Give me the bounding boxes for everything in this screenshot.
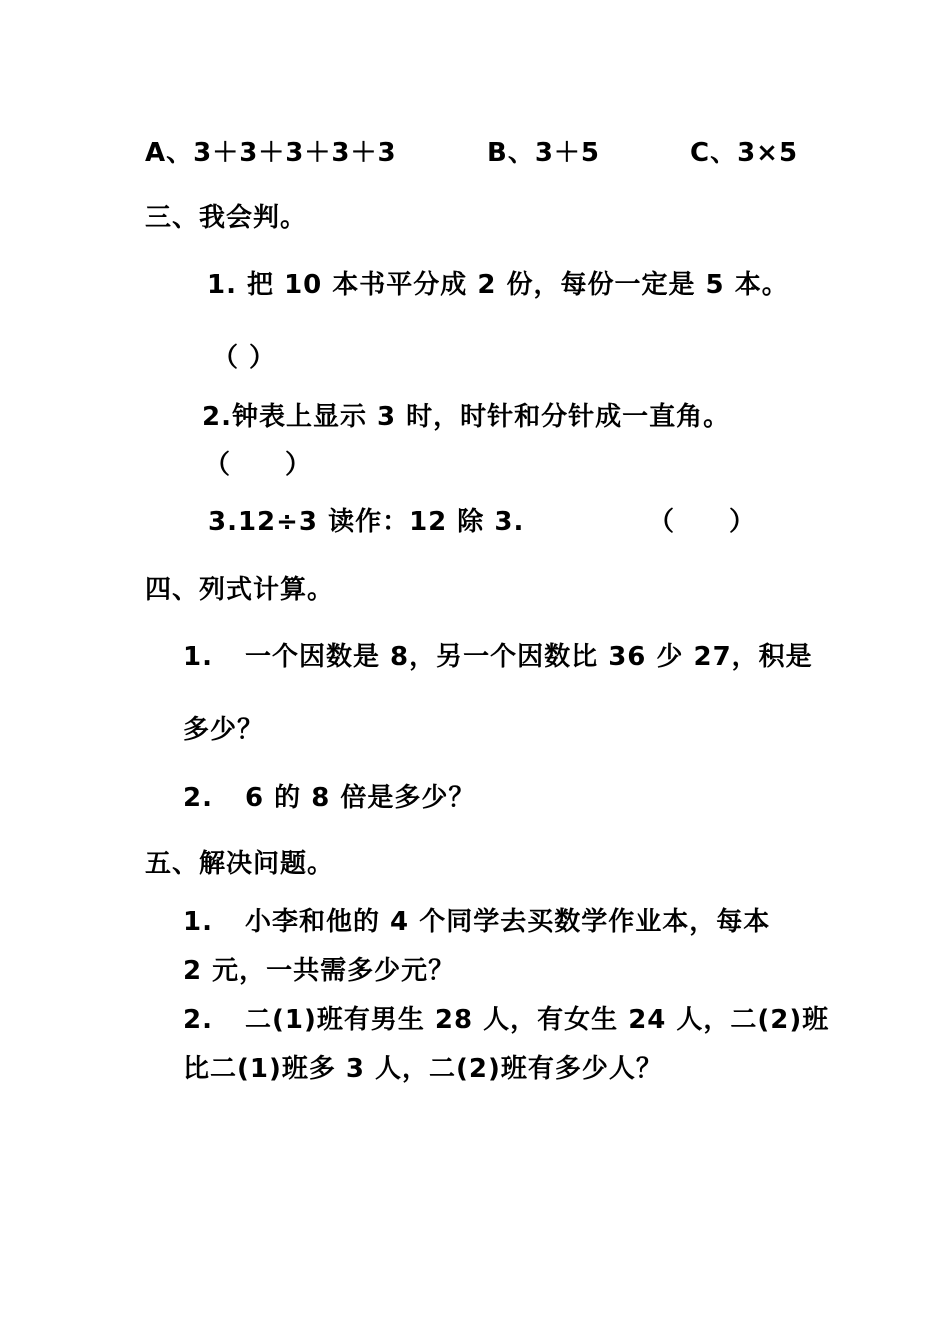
problem-item-1-text: 小李和他的 4 个同学去买数学作业本，每本	[245, 907, 771, 937]
problem-item-2-text-cont: 比二(1)班多 3 人，二(2)班有多少人？	[183, 1054, 663, 1084]
option-c: C、3×5	[690, 138, 799, 168]
choice-options-row	[0, 136, 950, 170]
judge-item-1-paren: （ ）	[212, 343, 277, 373]
section-3-heading: 三、我会判。	[145, 203, 308, 233]
problem-item-1-number: 1.	[183, 907, 213, 937]
judge-item-3-paren: （ ）	[648, 507, 757, 537]
calc-item-1-text-cont: 多少？	[183, 715, 265, 745]
problem-item-2-number: 2.	[183, 1005, 213, 1035]
problem-item-2-text: 二(1)班有男生 28 人，有女生 24 人，二(2)班	[245, 1005, 830, 1035]
judge-item-1-text: 1. 把 10 本书平分成 2 份，每份一定是 5 本。	[207, 270, 789, 300]
calc-item-2-text: 6 的 8 倍是多少？	[245, 783, 476, 813]
judge-item-2-text: 2.钟表上显示 3 时，时针和分针成一直角。	[202, 402, 731, 432]
option-a: A、3＋3＋3＋3＋3	[145, 138, 397, 168]
problem-item-1-text-cont: 2 元，一共需多少元？	[183, 956, 456, 986]
section-5-heading: 五、解决问题。	[145, 849, 335, 879]
calc-item-2-number: 2.	[183, 783, 213, 813]
option-b: B、3＋5	[487, 138, 600, 168]
judge-item-2-paren: （ ）	[204, 450, 313, 480]
calc-item-1-number: 1.	[183, 642, 213, 672]
section-4-heading: 四、列式计算。	[145, 575, 335, 605]
calc-item-1-text: 一个因数是 8，另一个因数比 36 少 27，积是	[245, 642, 813, 672]
judge-item-3-text: 3.12÷3 读作：12 除 3.	[208, 507, 525, 537]
